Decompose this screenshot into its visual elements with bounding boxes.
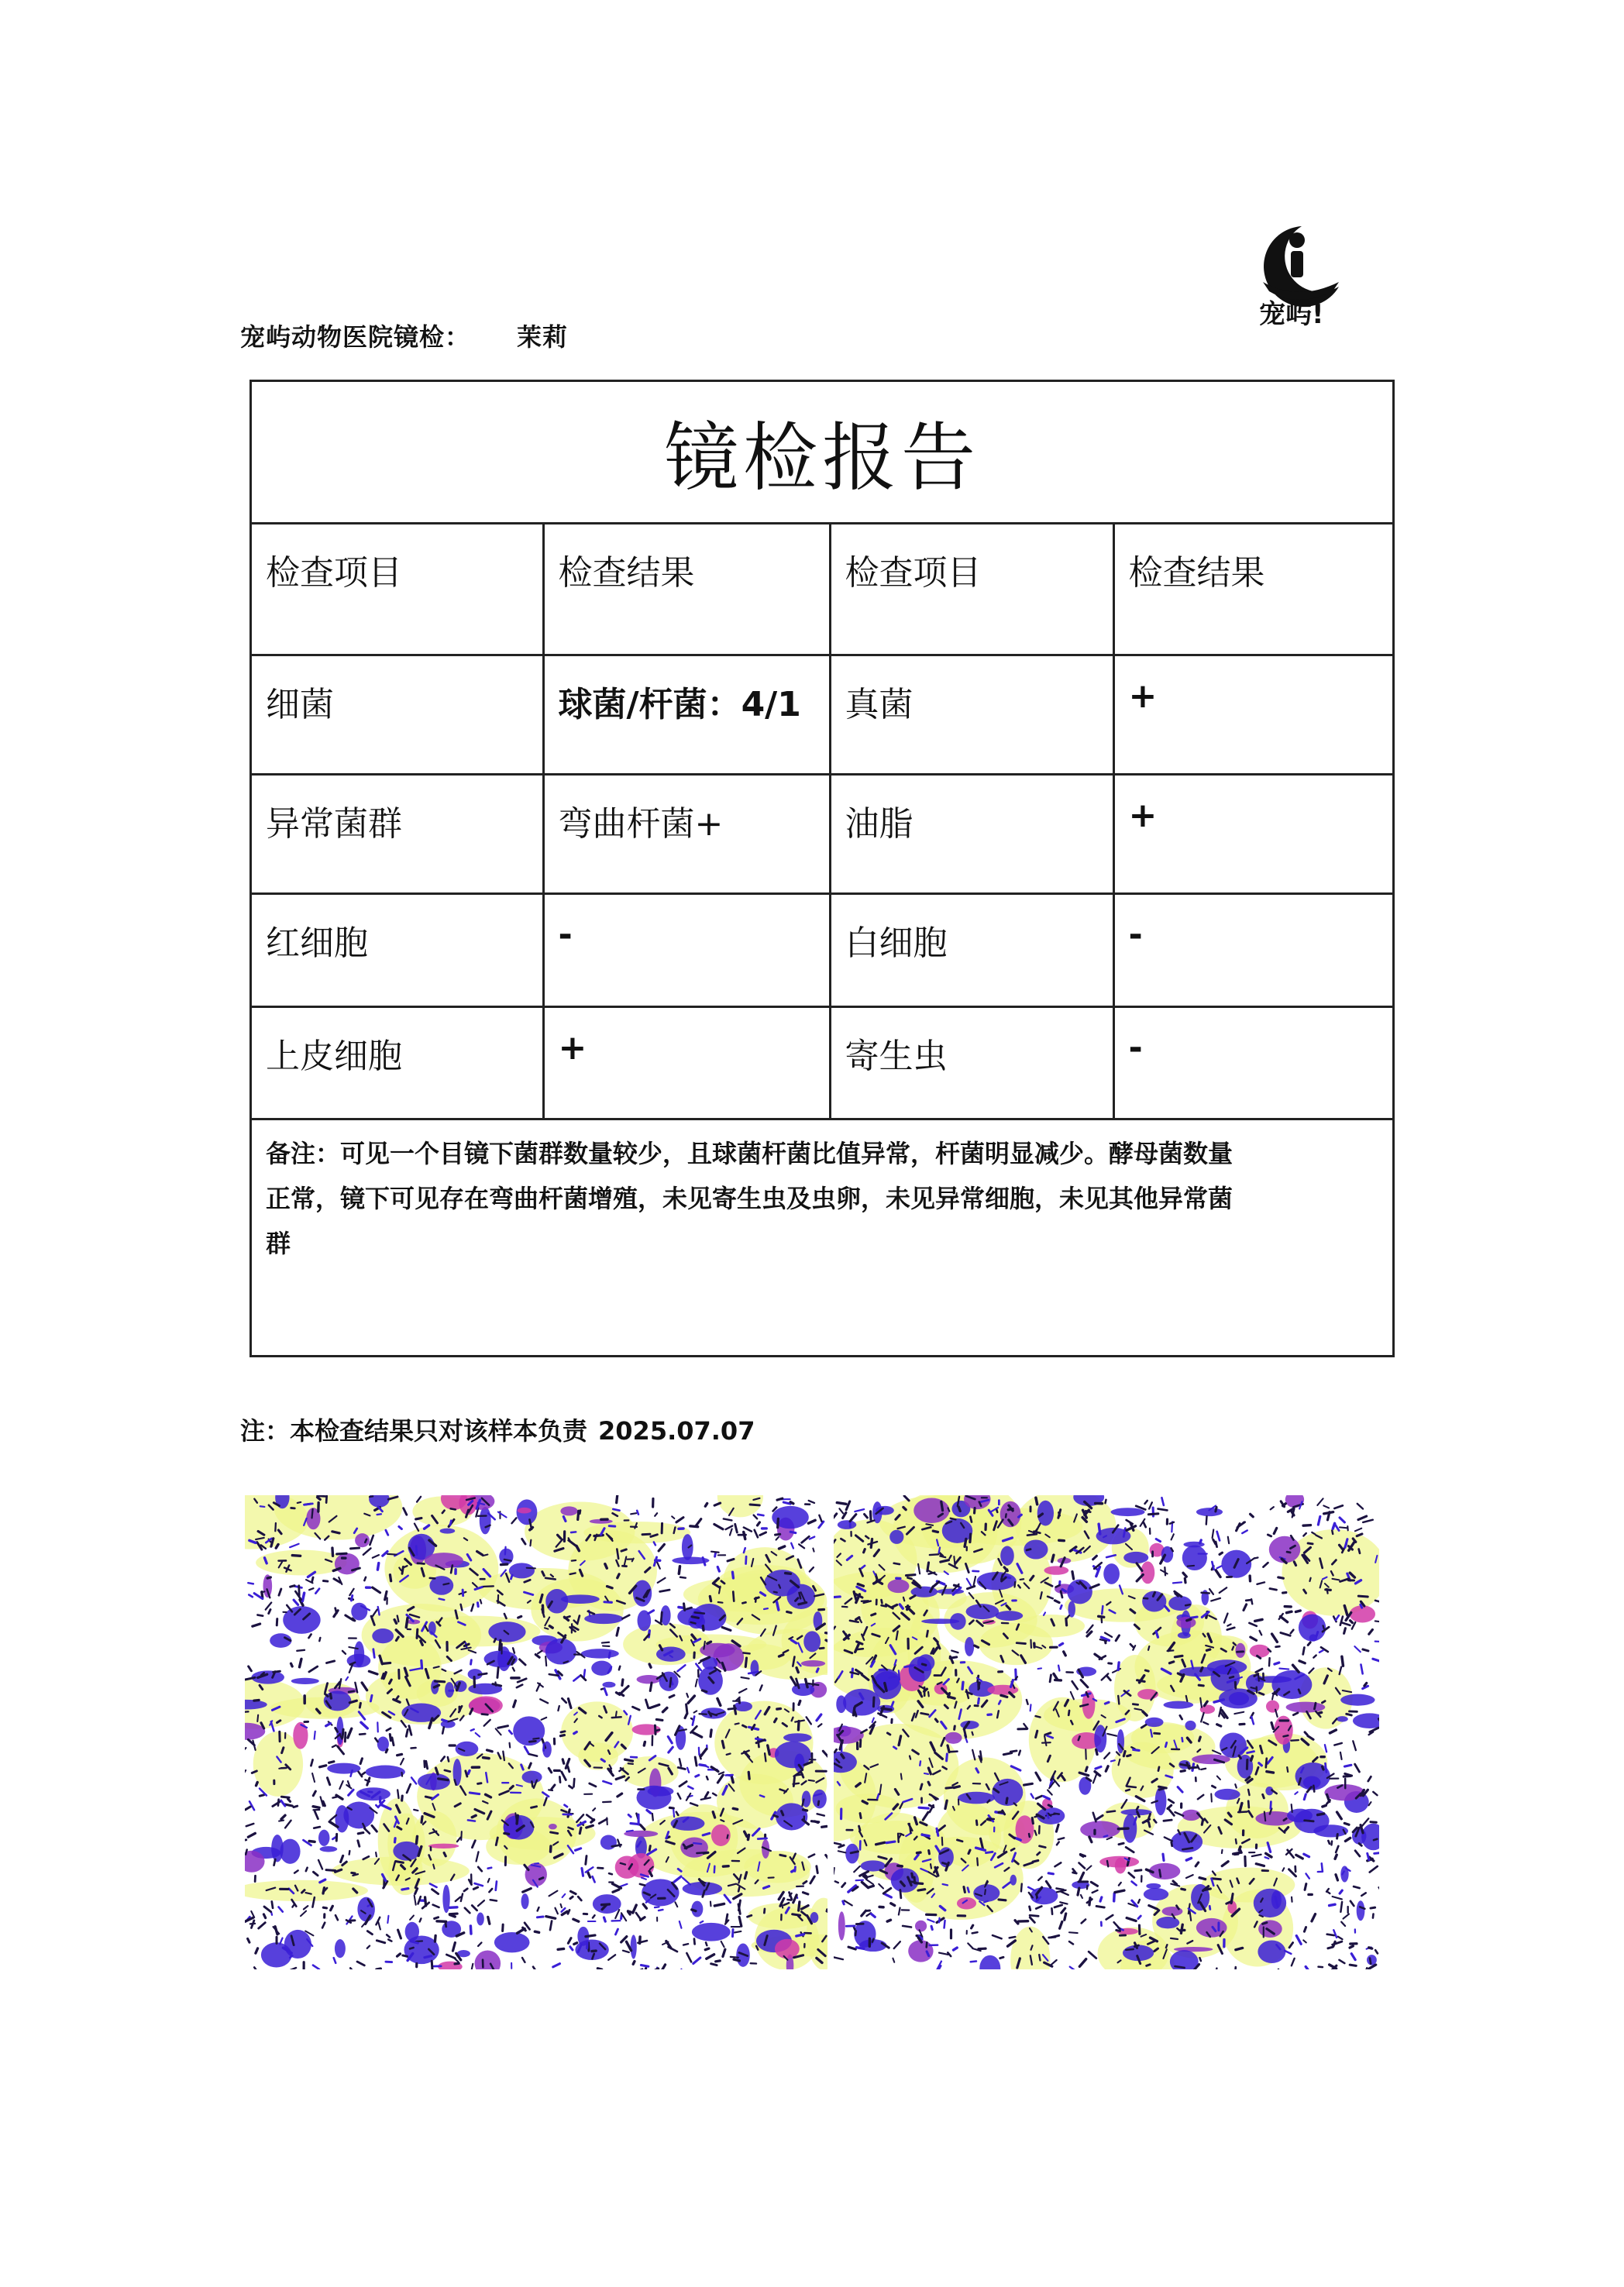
item-cell: 红细胞 bbox=[252, 893, 543, 1006]
microscope-image bbox=[834, 1495, 1379, 1969]
report-date: 2025.07.07 bbox=[598, 1416, 755, 1446]
column-header: 检查项目 bbox=[830, 524, 1113, 655]
result-cell: 弯曲杆菌+ bbox=[543, 774, 830, 893]
table-row bbox=[252, 655, 1392, 774]
disclaimer: 注：本检查结果只对该样本负责 bbox=[240, 1416, 588, 1446]
item-cell: 油脂 bbox=[830, 774, 1113, 893]
report-table bbox=[249, 380, 1395, 1357]
report-title: 镜检报告 bbox=[252, 382, 1392, 524]
hospital-name: 宠屿动物医院镜检： bbox=[240, 322, 471, 352]
column-header: 检查结果 bbox=[543, 524, 830, 655]
table-row bbox=[252, 774, 1392, 893]
examiner-name: 茉莉 bbox=[517, 322, 569, 352]
result-grid bbox=[252, 524, 1392, 1120]
hospital-line bbox=[240, 318, 568, 353]
remark-line: 正常，镜下可见存在弯曲杆菌增殖，未见寄生虫及虫卵，未见异常细胞，未见其他异常菌 bbox=[266, 1183, 1233, 1213]
microscope-image-right bbox=[834, 1495, 1379, 1969]
microscope-image-left bbox=[245, 1495, 827, 1969]
table-row bbox=[252, 1006, 1392, 1119]
result-cell: + bbox=[1113, 774, 1392, 893]
result-cell: - bbox=[543, 893, 830, 1006]
microscope-photos bbox=[245, 1495, 1379, 1969]
item-cell: 上皮细胞 bbox=[252, 1006, 543, 1119]
column-header: 检查项目 bbox=[252, 524, 543, 655]
item-cell: 白细胞 bbox=[830, 893, 1113, 1006]
result-cell: 球菌/杆菌：4/1 bbox=[543, 655, 830, 774]
remark-line: 群 bbox=[266, 1228, 291, 1258]
item-cell: 寄生虫 bbox=[830, 1006, 1113, 1119]
result-cell: - bbox=[1113, 1006, 1392, 1119]
item-cell: 真菌 bbox=[830, 655, 1113, 774]
item-cell: 细菌 bbox=[252, 655, 543, 774]
result-cell: - bbox=[1113, 893, 1392, 1006]
logo-text: 宠屿! bbox=[1259, 299, 1324, 330]
result-cell: + bbox=[543, 1006, 830, 1119]
result-cell: + bbox=[1113, 655, 1392, 774]
remark-line: 备注：可见一个目镜下菌群数量较少，且球菌杆菌比值异常，杆菌明显减少。酵母菌数量 bbox=[266, 1138, 1233, 1168]
header-row bbox=[252, 524, 1392, 655]
item-cell: 异常菌群 bbox=[252, 774, 543, 893]
microscope-image bbox=[245, 1495, 827, 1969]
footer-note bbox=[240, 1412, 755, 1447]
table-row bbox=[252, 893, 1392, 1006]
column-header: 检查结果 bbox=[1113, 524, 1392, 655]
remarks bbox=[252, 1120, 1392, 1266]
